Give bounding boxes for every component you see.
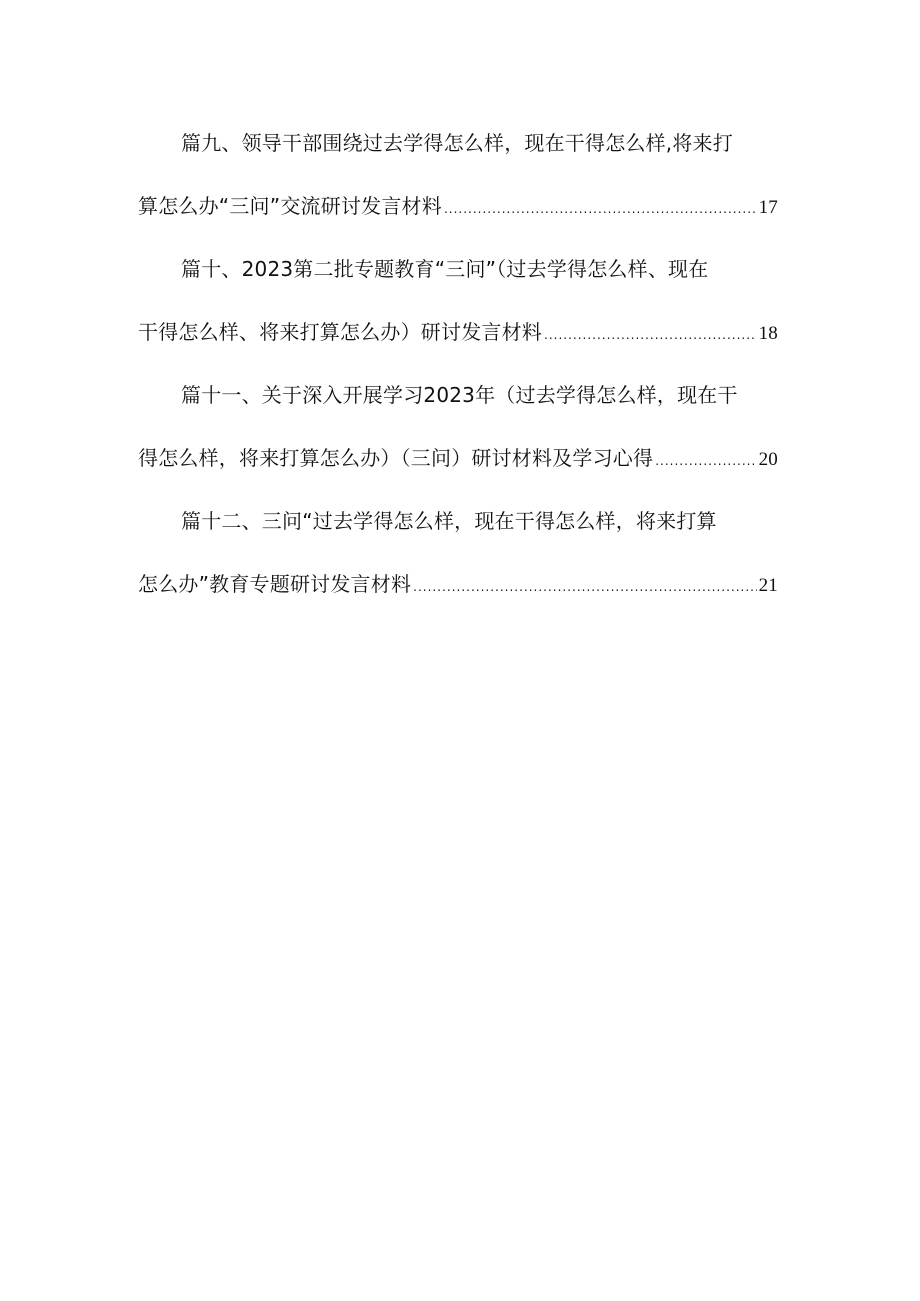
toc-entry-title-line2: 怎么办”教育专题研讨发言材料 [138, 572, 412, 596]
toc-entry-title-line2: 算怎么办“三问”交流研讨发言材料 [138, 194, 442, 218]
dot-leader [544, 320, 757, 351]
toc-page-number: 17 [758, 197, 778, 218]
toc-page-number: 20 [758, 449, 778, 470]
toc-entry-title-line2: 得怎么样，将来打算怎么办）（三问）研讨材料及学习心得 [138, 446, 654, 470]
table-of-contents [138, 128, 778, 632]
toc-entry-10[interactable] [138, 254, 778, 348]
toc-entry-title-line1: 篇十二、三问“过去学得怎么样，现在干得怎么样，将来打算 [181, 509, 717, 533]
toc-entry-title-line1: 篇十一、关于深入开展学习2023年（过去学得怎么样，现在干 [181, 383, 738, 407]
toc-entry-12[interactable] [138, 506, 778, 600]
toc-entry-title-line2-row [138, 191, 778, 222]
dot-leader [655, 446, 756, 477]
toc-entry-title-line2: 干得怎么样、将来打算怎么办）研讨发言材料 [138, 320, 542, 344]
toc-entry-title-line2-row [138, 317, 778, 348]
toc-entry-11[interactable] [138, 380, 778, 474]
dot-leader [444, 194, 757, 225]
toc-entry-title-line1: 篇九、领导干部围绕过去学得怎么样，现在干得怎么样,将来打 [181, 131, 733, 155]
toc-page-number: 18 [758, 323, 778, 344]
toc-entry-title-line2-row [138, 443, 778, 474]
toc-entry-title-line2-row [138, 569, 778, 600]
dot-leader [413, 572, 756, 603]
toc-page-number: 21 [758, 575, 778, 596]
toc-entry-title-line1: 篇十、2023第二批专题教育“三问”（过去学得怎么样、现在 [181, 257, 709, 281]
toc-entry-9[interactable] [138, 128, 778, 222]
